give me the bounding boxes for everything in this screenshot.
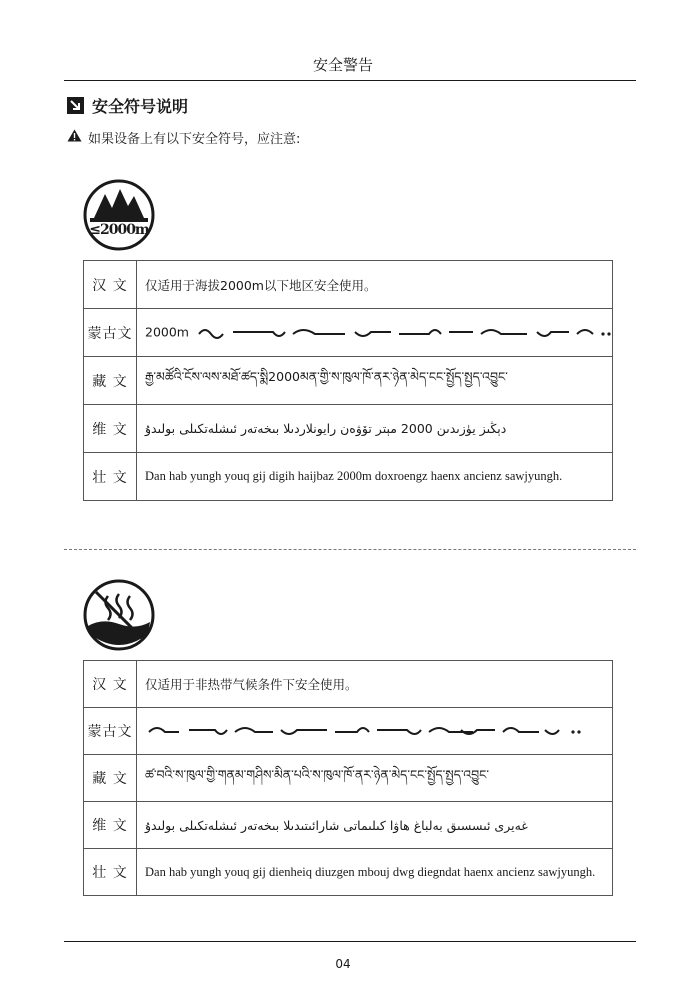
row-label: 维 文 xyxy=(84,405,137,453)
table-row xyxy=(84,708,613,755)
row-label: 藏 文 xyxy=(84,755,137,802)
row-label: 壮 文 xyxy=(84,453,137,501)
header-rule xyxy=(64,80,636,81)
intro-line xyxy=(67,128,300,147)
page-number: 04 xyxy=(335,957,351,971)
non-tropical-symbol xyxy=(82,578,156,652)
row-label: 蒙古文 xyxy=(84,708,137,755)
row-label: 壮 文 xyxy=(84,849,137,896)
row-label: 汉 文 xyxy=(84,261,137,309)
row-label: 藏 文 xyxy=(84,357,137,405)
zhuang-text: Dan hab yungh youq gij digih haijbaz 2000m doxroengz haenx ancienz sawjyungh. xyxy=(137,453,613,501)
mongolian-text xyxy=(137,708,613,755)
table-row xyxy=(84,405,613,453)
row-label: 维 文 xyxy=(84,802,137,849)
mongolian-script-glyphs xyxy=(193,322,613,344)
section-heading xyxy=(67,94,188,117)
chinese-text: 仅适用于海拔2000m以下地区安全使用。 xyxy=(137,261,613,309)
arrow-down-right-icon xyxy=(67,97,84,114)
table-row xyxy=(84,849,613,896)
tibetan-text: ཚ་བའི་ས་ཁུལ་གྱི་གནམ་གཤིས་མིན་པའི་ས་ཁུལ་ཁོ་ནར་ཉེན་མེད་ངང་སྤྱོད་སྤྱད་འབྱུང་ xyxy=(137,755,613,802)
mongolian-script-glyphs xyxy=(145,720,585,742)
altitude-language-table xyxy=(83,260,613,501)
section-title: 安全符号说明 xyxy=(92,97,189,116)
tibetan-text: རྒྱ་མཚོའི་ངོས་ལས་མཐོ་ཚད་སྨི2000མན་གྱི་ས་ཁུལ་ཁོ་ནར་ཉེན་མེད་ངང་སྤྱོད་སྤྱད་འབྱུང་ xyxy=(137,357,613,405)
mongolian-text xyxy=(137,309,613,357)
table-row xyxy=(84,261,613,309)
table-row xyxy=(84,802,613,849)
page-title: 安全警告 xyxy=(312,56,373,74)
uyghur-text: دېڭىز يۈزىدىن 2000 مېتر تۆۋەن رايونلاردىلا بىخەتەر ئىشلەتكىلى بولىدۇ xyxy=(137,405,613,453)
warning-triangle-icon xyxy=(67,129,82,146)
row-label: 蒙古文 xyxy=(84,309,137,357)
uyghur-text: غەيرى ئىسسىق بەلباغ ھاۋا كىلىماتى شارائىتىدىلا بىخەتەر ئىشلەتكىلى بولىدۇ xyxy=(137,802,613,849)
footer-rule xyxy=(64,941,636,942)
altitude-symbol-text: ≤2000m xyxy=(89,222,149,238)
table-row xyxy=(84,453,613,501)
intro-text: 如果设备上有以下安全符号，应注意: xyxy=(88,132,301,147)
table-row xyxy=(84,357,613,405)
mongolian-altitude-value: 2000m xyxy=(145,324,189,339)
mountain-icon xyxy=(82,178,156,252)
table-row xyxy=(84,309,613,357)
section-divider xyxy=(64,549,636,550)
altitude-symbol xyxy=(82,178,156,252)
zhuang-text: Dan hab yungh youq gij dienheiq diuzgen mbouj dwg diegndat haenx ancienz sawjyungh. xyxy=(137,849,613,896)
row-label: 汉 文 xyxy=(84,661,137,708)
non-tropical-language-table xyxy=(83,660,613,896)
table-row xyxy=(84,755,613,802)
no-tropical-climate-icon xyxy=(82,578,156,652)
table-row xyxy=(84,661,613,708)
chinese-text: 仅适用于非热带气候条件下安全使用。 xyxy=(137,661,613,708)
